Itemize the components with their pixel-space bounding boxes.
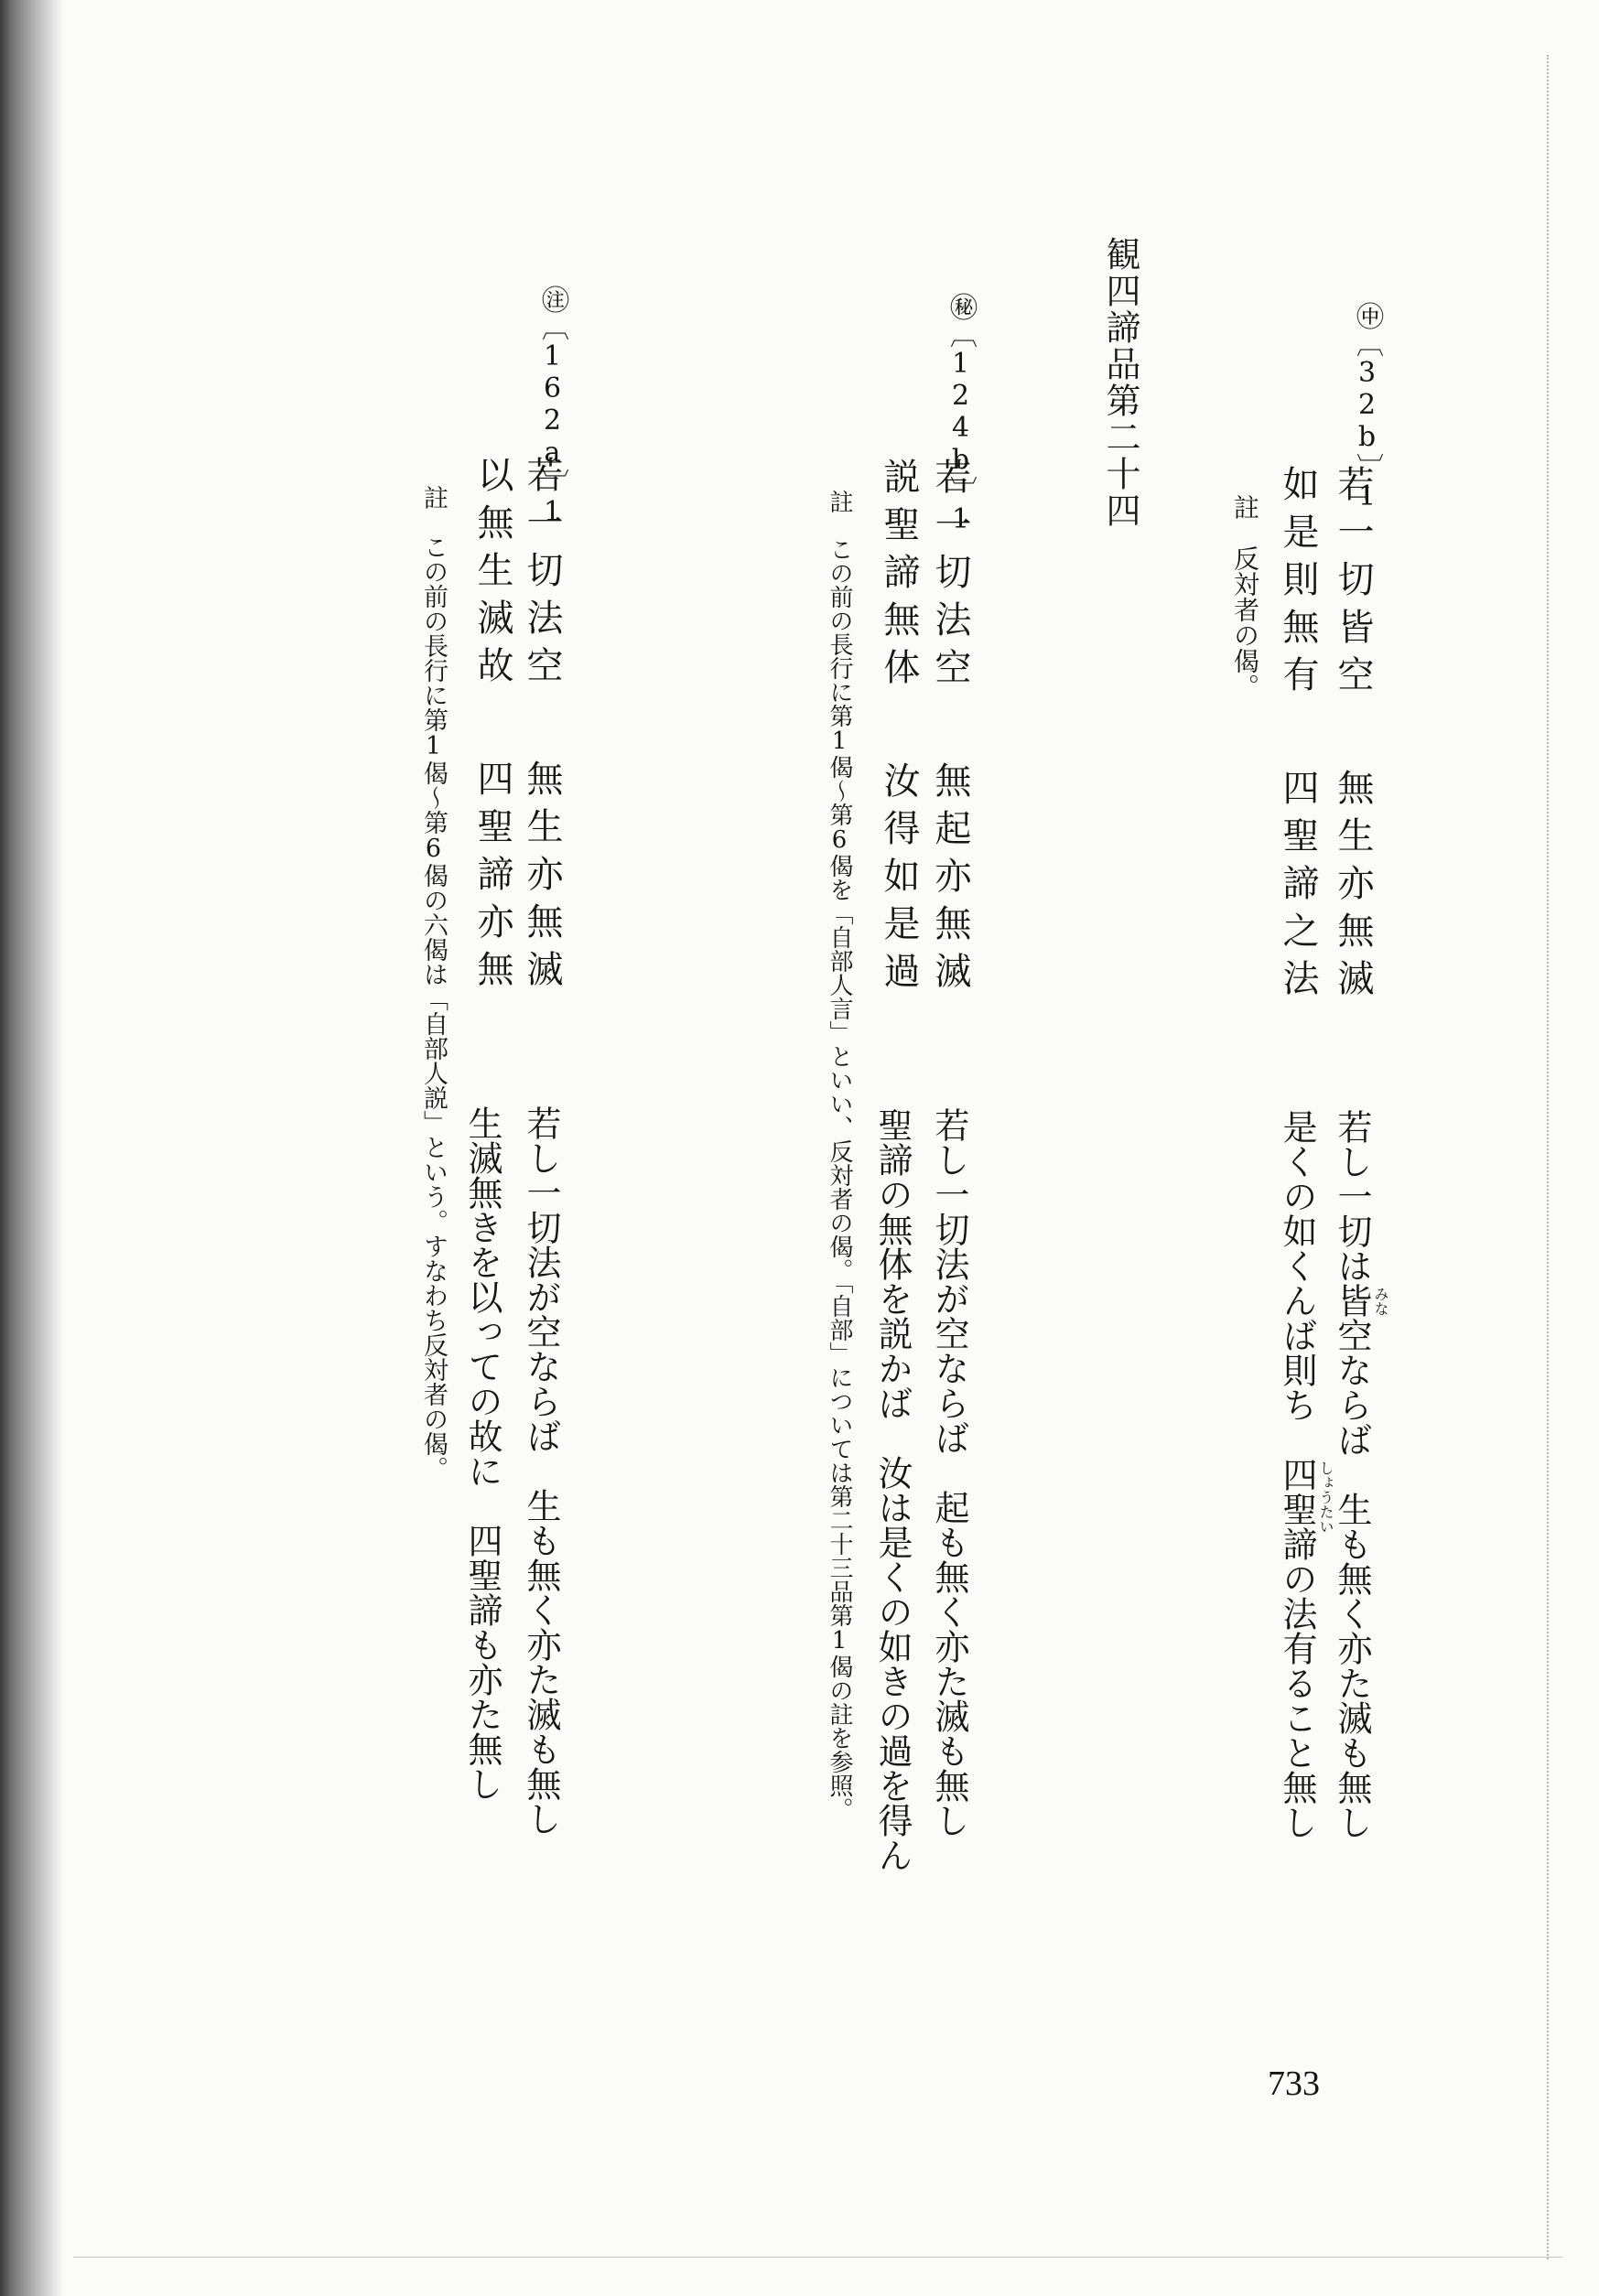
- block1-ruby-word2: 四聖諦 しょうたい: [1277, 1457, 1334, 1561]
- block1-verse-line1-b: 無生亦無滅: [1332, 769, 1374, 1007]
- block1-ruby-reading1: みな: [1372, 1287, 1389, 1316]
- book-binding-shadow: [0, 0, 64, 2296]
- bottom-edge-line: [73, 2257, 1562, 2258]
- block2-verse-line1-a: 若一切法空: [929, 458, 971, 695]
- block1-verse-line2-a: 如是則無有: [1277, 465, 1319, 703]
- block2-note: 註 この前の長行に第1偈～第6偈を「自部人言」といい、反対者の偈。「自部」については第二十三品第1偈の註を参照。: [826, 490, 853, 1821]
- block1-verse-line2-b: 四聖諦之法: [1277, 769, 1319, 1007]
- block2-gloss-line2: 聖諦の無体を説かば 汝は是くの如きの過を得ん: [872, 1107, 913, 1872]
- block1-verse-line1-a: 若一切皆空: [1332, 465, 1374, 703]
- block3-verse-line2-a: 以無生滅故: [471, 456, 513, 694]
- page-number: 733: [1268, 2064, 1320, 2103]
- block2-gloss-line1: 若し一切法が空ならば 起も無く亦た滅も無し: [929, 1107, 969, 1838]
- block2-verse-line1-b: 無起亦無滅: [929, 761, 971, 999]
- block1-gloss-line1: 若し一切は皆 みな 空ならば 生も無く亦た滅も無し: [1332, 1109, 1389, 1839]
- block3-verse-line1-b: 無生亦無滅: [521, 760, 563, 997]
- block3-note: 註 この前の長行に第1偈～第6偈の六偈は「自部人説」という。すなわち反対者の偈。: [419, 485, 448, 1481]
- page-edge-line: [1547, 55, 1549, 2259]
- block3-gloss-line1: 若し一切法が空ならば 生も無く亦た滅も無し: [521, 1105, 561, 1836]
- block2-verse-line2-b: 汝得如是過: [878, 761, 920, 999]
- block3-reference: ㊟〔162a〕1: [536, 286, 568, 528]
- block1-gloss-line2: 是くの如くんば則ち 四聖諦 しょうたい の法有ること無し: [1277, 1109, 1334, 1839]
- block1-ruby-word1: 皆 みな: [1332, 1283, 1389, 1318]
- block2-verse-line2-a: 説聖諦無体: [878, 458, 920, 695]
- block1-reference: ㊥〔32b〕1: [1351, 302, 1383, 512]
- block1-ruby-reading2: しょうたい: [1317, 1461, 1334, 1534]
- block1-note: 註 反対者の偈。: [1230, 494, 1260, 699]
- block3-gloss-line2: 生滅無きを以っての故に 四聖諦も亦た無し: [462, 1105, 502, 1801]
- block3-verse-line1-a: 若一切法空: [521, 456, 563, 694]
- block2-reference: ㊙〔124b〕1: [945, 293, 977, 535]
- block3-verse-line2-b: 四聖諦亦無: [471, 760, 513, 997]
- running-head: 観四諦品第二十四: [1100, 236, 1140, 529]
